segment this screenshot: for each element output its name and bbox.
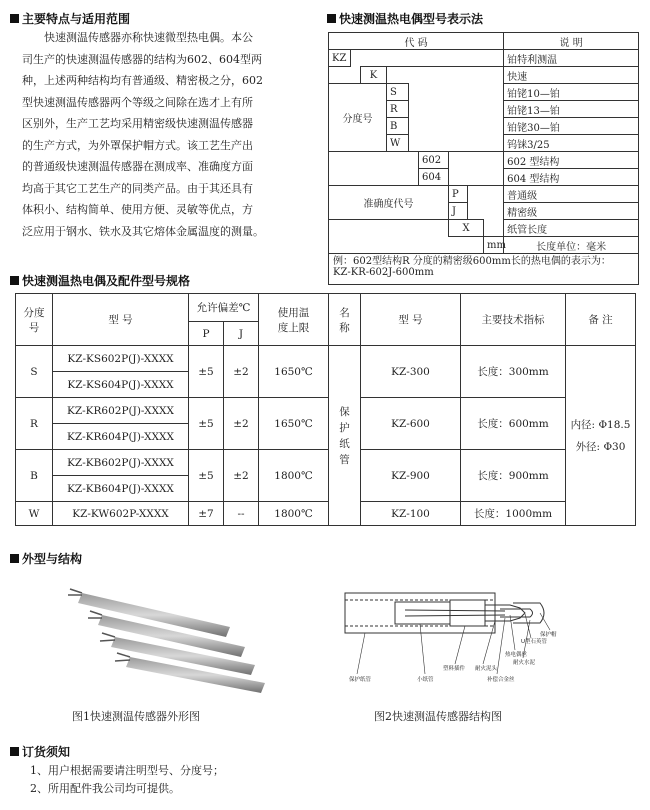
grade-code-w: W <box>387 135 409 152</box>
order-item: 1、用户根据需要请注明型号、分度号； <box>30 764 224 777</box>
bullet-square-icon <box>327 14 336 23</box>
figure1-caption: 图1快速测温传感器外形图 <box>72 710 200 723</box>
remark-cell: 内径: Φ18.5 外径: Φ30 <box>566 346 636 526</box>
struct-code-602: 602 <box>419 152 449 169</box>
grade-desc-r: 铂铑13—铂 <box>504 101 639 118</box>
th-name: 名 称 <box>329 294 361 346</box>
section-title-features: 主要特点与适用范围 <box>10 10 130 27</box>
desc-kz: 铂特利测温 <box>504 50 639 67</box>
order-notes <box>30 762 224 798</box>
table-row: R KZ-KR602P(J)-XXXX ±5 ±2 1650℃ KZ-600 长度：600mm <box>16 398 636 424</box>
table-row: KZ-KR604P(J)-XXXX <box>16 424 636 450</box>
example-note: 例：602型结构R 分度的精密级600mm长的热电偶的表示为： KZ-KR-602J-600mm <box>329 254 639 285</box>
table-row: KZ-KS604P(J)-XXXX <box>16 372 636 398</box>
paragraph-line: 的生产方式，为外罩保护帽方式。该工艺生产出 <box>22 138 253 152</box>
struct-desc-602: 602 型结构 <box>504 152 639 169</box>
plastic-insert <box>450 600 485 626</box>
acc-desc-j: 精密级 <box>504 203 639 220</box>
th-model: 型 号 <box>53 294 189 346</box>
struct-code-604: 604 <box>419 169 449 186</box>
th-p: P <box>189 322 224 346</box>
features-paragraph <box>22 27 310 242</box>
name-protective-tube: 保 护 纸 管 <box>329 346 361 526</box>
th-tolerance: 允许偏差℃ <box>189 294 259 322</box>
acc-desc-p: 普通级 <box>504 186 639 203</box>
paragraph-line: 司生产的快速测温传感器的结构为602、604型两 <box>22 52 262 66</box>
model-code-table <box>328 32 639 285</box>
paragraph-line: 区别外，生产工艺均采用精密级快速测温传感器 <box>22 117 253 130</box>
paragraph-line: 种，上述两种结构均有普通级、精密极之分，602 <box>22 74 263 87</box>
table-row: W KZ-KW602P-XXXX ±7 -- 1800℃ KZ-100 长度：1000mm <box>16 502 636 526</box>
grade-label: 分度号 <box>329 84 387 152</box>
label-protective-tube: 保护纸管 <box>349 677 372 683</box>
code-x: X <box>449 220 484 237</box>
code-header: 代 码 <box>329 33 504 50</box>
label-plastic-insert: 塑料插件 <box>443 666 466 672</box>
paragraph-line: 快速测温传感器亦称快速微型热电偶。本公 <box>44 31 253 44</box>
code-k: K <box>361 67 387 84</box>
desc-mm: 长度单位：毫米 <box>504 237 639 254</box>
paragraph-line: 泛应用于钢水、铁水及其它熔体金属温度的测量。 <box>22 224 264 238</box>
grade-desc-s: 铂铑10—铂 <box>504 84 639 101</box>
grade-desc-w: 钨铼3/25 <box>504 135 639 152</box>
desc-header: 说 明 <box>504 33 639 50</box>
th-spec: 主要技术指标 <box>461 294 566 346</box>
table-row: S KZ-KS602P(J)-XXXX ±5 ±2 1650℃ 保 护 纸 管 KZ-300 长度：300mm 内径: Φ18.5 外径: Φ30 <box>16 346 636 372</box>
label-comp-wire: 补偿合金丝 <box>487 677 515 683</box>
desc-k: 快速 <box>504 67 639 84</box>
bullet-square-icon <box>10 276 19 285</box>
figure2-caption: 图2快速测温传感器结构图 <box>374 710 502 723</box>
acc-code-j: J <box>449 203 468 220</box>
grade-code-b: B <box>387 118 409 135</box>
label-refractory-head: 耐火泥头 <box>475 666 498 672</box>
th-model2: 型 号 <box>361 294 461 346</box>
struct-desc-604: 604 型结构 <box>504 169 639 186</box>
code-mm: mm <box>484 237 504 254</box>
grade-desc-b: 铂铑30—铂 <box>504 118 639 135</box>
paragraph-line: 型快速测温传感器两个等级之间除在选才上有所 <box>22 95 253 109</box>
th-temp: 使用温 度上限 <box>259 294 329 346</box>
protective-cap <box>513 603 544 623</box>
sensor-structure-diagram <box>335 578 580 693</box>
bullet-square-icon <box>10 14 19 23</box>
table-row: B KZ-KB602P(J)-XXXX ±5 ±2 1800℃ KZ-900 长度：900mm <box>16 450 636 476</box>
order-item: 2、所用配件我公司均可提供。 <box>30 782 180 795</box>
table-row: KZ-KB604P(J)-XXXX <box>16 476 636 502</box>
label-protective-cap: 保护帽 <box>540 632 557 638</box>
acc-code-p: P <box>449 186 468 203</box>
th-j: J <box>224 322 259 346</box>
paragraph-line: 均高于其它工艺生产的同类产品。由于其还具有 <box>22 181 253 195</box>
paragraph-line: 的普通级快速测温传感器在测成率、准确度方面 <box>22 160 253 173</box>
label-refractory-cement: 耐火水泥 <box>513 660 536 666</box>
label-thermo-wire: 热电偶丝 <box>505 652 528 658</box>
spec-table <box>15 293 636 526</box>
section-title-spec: 快速测温热电偶及配件型号规格 <box>10 272 190 289</box>
code-kz: KZ <box>329 50 351 67</box>
u-quartz-tube <box>500 609 533 617</box>
grade-code-r: R <box>387 101 409 118</box>
label-small-tube: 小纸管 <box>417 677 434 683</box>
bullet-square-icon <box>10 554 19 563</box>
section-title-model-notation: 快速测温热电偶型号表示法 <box>327 10 483 27</box>
accuracy-label: 准确度代号 <box>329 186 449 220</box>
inner-paper-tube <box>395 602 450 624</box>
grade-code-s: S <box>387 84 409 101</box>
sensor-photo-figure <box>60 575 290 700</box>
desc-x: 纸管长度 <box>504 220 639 237</box>
paragraph-line: 体积小、结构简单、使用方便、灵敏等优点，方 <box>22 203 253 216</box>
label-u-quartz: U型石英管 <box>521 639 548 645</box>
th-remark: 备 注 <box>566 294 636 346</box>
bullet-square-icon <box>10 747 19 756</box>
section-title-order: 订货须知 <box>10 743 70 760</box>
th-grade: 分度 号 <box>16 294 53 346</box>
section-title-structure: 外型与结构 <box>10 550 82 567</box>
